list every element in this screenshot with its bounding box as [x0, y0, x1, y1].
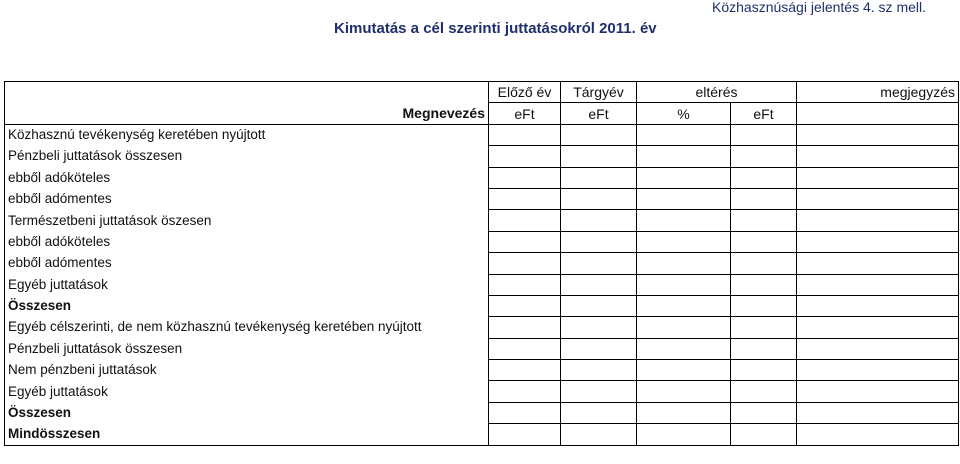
table-row	[5, 146, 959, 167]
row-label: Pénzbeli juttatások összesen	[5, 146, 489, 167]
row-label: ebből adómentes	[5, 188, 489, 209]
header-row-top	[5, 82, 959, 103]
table-row	[5, 274, 959, 295]
col-difference: eltérés	[637, 82, 797, 103]
col-current-year: Tárgyév	[561, 82, 637, 103]
unit-difference-pct: %	[637, 103, 731, 124]
col-name-header: Megnevezés	[5, 103, 489, 124]
annex-label: Közhasznúsági jelentés 4. sz mell.	[712, 0, 926, 15]
row-label: Természetbeni juttatások öszesen	[5, 210, 489, 231]
table-row-total	[5, 424, 959, 445]
table-row	[5, 188, 959, 209]
unit-previous-year: eFt	[489, 103, 561, 124]
row-label: Egyéb juttatások	[5, 274, 489, 295]
unit-difference-eft: eFt	[731, 103, 797, 124]
table-row	[5, 360, 959, 381]
row-label: Egyéb célszerinti, de nem közhasznú tevékenység keretében nyújtott	[5, 317, 489, 338]
row-label: ebből adóköteles	[5, 231, 489, 252]
row-label: Egyéb juttatások	[5, 381, 489, 402]
table-row	[5, 124, 959, 145]
table-row	[5, 338, 959, 359]
row-label: Pénzbeli juttatások összesen	[5, 338, 489, 359]
table-row	[5, 210, 959, 231]
row-label: ebből adómentes	[5, 253, 489, 274]
col-previous-year: Előző év	[489, 82, 561, 103]
benefits-table	[4, 81, 959, 446]
table-row	[5, 253, 959, 274]
header-row-units	[5, 103, 959, 124]
table-row	[5, 167, 959, 188]
table-row	[5, 317, 959, 338]
row-label: Mindösszesen	[5, 424, 489, 445]
row-label: Összesen	[5, 402, 489, 423]
row-label: Összesen	[5, 295, 489, 316]
header-blank-cell	[5, 82, 489, 103]
row-label: Közhasznú tevékenység keretében nyújtott	[5, 124, 489, 145]
table-row	[5, 402, 959, 423]
table-row	[5, 231, 959, 252]
col-remark: megjegyzés	[797, 82, 959, 103]
row-label: ebből adóköteles	[5, 167, 489, 188]
unit-current-year: eFt	[561, 103, 637, 124]
row-label: Nem pénzbeni juttatások	[5, 360, 489, 381]
page-title: Kimutatás a cél szerinti juttatásokról 2011. év	[334, 20, 657, 37]
table-row	[5, 295, 959, 316]
unit-remark	[797, 103, 959, 124]
table-row	[5, 381, 959, 402]
